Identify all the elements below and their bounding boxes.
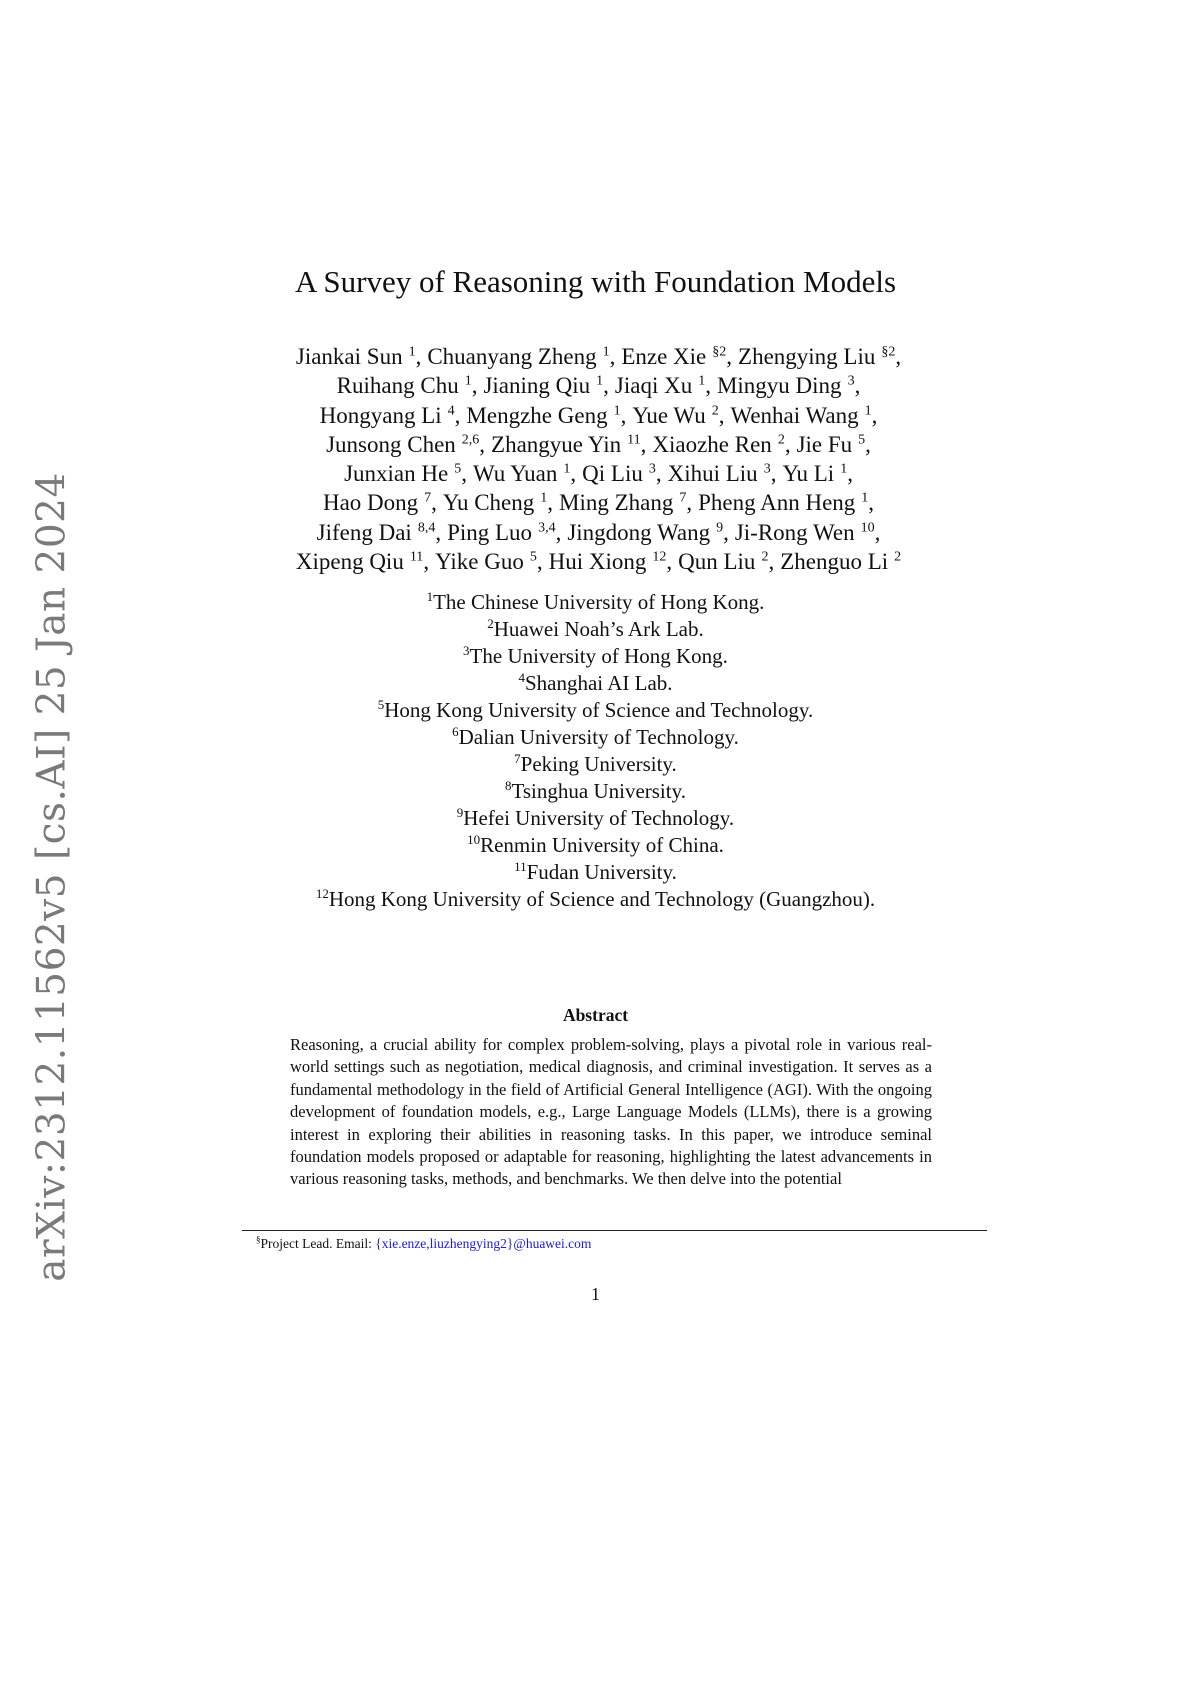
- author-affiliation-marker: 7: [679, 490, 687, 506]
- author-separator: ,: [471, 373, 478, 399]
- affiliation-name: Tsinghua University.: [511, 779, 686, 803]
- author-separator: ,: [423, 549, 430, 575]
- author-separator: ,: [415, 344, 422, 369]
- affiliation-marker: 4: [518, 670, 525, 685]
- author-entry: [791, 432, 871, 457]
- author-name: Jie Fu: [796, 431, 853, 457]
- author-affiliation-marker: 1: [613, 402, 621, 418]
- author-name: Mingyu Ding: [716, 373, 842, 399]
- author-separator: ,: [620, 402, 627, 428]
- author-name: Ping Luo: [447, 519, 533, 545]
- author-affiliation-marker: 1: [464, 373, 472, 389]
- author-affiliation-marker: §2: [712, 344, 727, 360]
- author-separator: ,: [770, 461, 777, 487]
- footnote-text: Project Lead. Email:: [260, 1236, 376, 1251]
- footnote-marker: §: [256, 1234, 261, 1245]
- author-entry: [467, 461, 576, 486]
- abstract-heading: Abstract: [562, 1005, 629, 1025]
- author-entry: [437, 490, 553, 515]
- author-separator: ,: [603, 373, 609, 399]
- author-separator: ,: [784, 431, 791, 457]
- author-entry: [729, 520, 881, 545]
- affiliation-item: [0, 724, 1191, 751]
- author-entry: [692, 490, 874, 515]
- author-name: Wenhai Wang: [730, 402, 859, 428]
- author-name: Enze Xie: [621, 344, 707, 369]
- affiliation-item: [0, 832, 1191, 859]
- author-name: Zhengying Liu: [738, 344, 876, 369]
- abstract-text: Reasoning, a crucial ability for complex problem-solving, plays a pivotal role in various real-world settings such as negotiation, medical diagnosis, and criminal investigation. It serves as a fundamental methodology in the field of Artificial General Intelligence (AGI). With the ongoing development of foundation models, e.g., Large Language Models (LLMs), there is a growing interest in exploring their abilities in reasoning tasks. In this paper, we introduce seminal foundation models proposed or adaptable for reasoning, highlighting the latest advancements in various reasoning tasks, methods, and benchmarks. We then delve into the potential: [290, 1035, 932, 1189]
- author-separator: ,: [847, 461, 853, 487]
- author-affiliation-marker: 3: [648, 461, 656, 477]
- author-affiliation-marker: 3,4: [538, 520, 556, 536]
- author-entry: [672, 549, 774, 574]
- author-name: Qun Liu: [678, 549, 756, 575]
- author-separator: ,: [479, 431, 486, 457]
- author-entry: [662, 461, 777, 486]
- author-affiliation-marker: 1: [861, 490, 869, 506]
- author-affiliation-marker: 2: [894, 549, 902, 565]
- author-line: [0, 430, 1191, 459]
- author-name: Mengzhe Geng: [466, 402, 608, 428]
- affiliation-marker: 8: [505, 778, 512, 793]
- author-name: Qi Liu: [582, 461, 643, 487]
- author-affiliation-marker: 1: [563, 461, 571, 477]
- author-line: [0, 547, 1191, 576]
- author-affiliation-marker: 5: [454, 461, 462, 477]
- author-entry: [441, 520, 561, 545]
- affiliation-name: Fudan University.: [526, 860, 677, 884]
- author-separator: ,: [865, 431, 871, 457]
- affiliation-name: Hong Kong University of Science and Technology.: [384, 698, 814, 722]
- author-separator: ,: [768, 549, 775, 575]
- author-separator: ,: [431, 490, 437, 516]
- author-entry: [711, 373, 860, 398]
- author-entry: [320, 432, 485, 457]
- footnote: [256, 1236, 591, 1252]
- author-entry: [561, 520, 729, 545]
- author-name: Jiaqi Xu: [614, 373, 693, 399]
- affiliation-item: [0, 643, 1191, 670]
- author-name: Xiaozhe Ren: [652, 431, 772, 457]
- author-name: Jiankai Sun: [295, 344, 403, 369]
- affiliation-item: [0, 886, 1191, 913]
- author-name: Wu Yuan: [472, 461, 558, 487]
- author-separator: ,: [874, 519, 881, 545]
- author-name: Ji-Rong Wen: [734, 519, 855, 545]
- author-affiliation-marker: 3: [847, 373, 855, 389]
- author-name: Pheng Ann Heng: [698, 490, 856, 516]
- author-affiliation-marker: 1: [408, 344, 416, 360]
- affiliation-marker: 1: [426, 589, 434, 604]
- author-separator: ,: [666, 549, 673, 575]
- author-name: Yue Wu: [632, 402, 706, 428]
- footnote-divider: [242, 1230, 987, 1231]
- author-affiliation-marker: 2: [777, 432, 785, 448]
- affiliation-item: [0, 616, 1191, 643]
- author-line: [0, 488, 1191, 517]
- author-separator: ,: [686, 490, 693, 516]
- affiliation-marker: 6: [452, 724, 459, 739]
- author-line: [0, 401, 1191, 430]
- affiliation-name: The University of Hong Kong.: [469, 644, 728, 668]
- author-affiliation-marker: 8,4: [417, 520, 436, 536]
- affiliation-marker: 11: [514, 859, 527, 874]
- author-line: [0, 371, 1191, 400]
- author-separator: ,: [454, 402, 461, 428]
- author-name: Junsong Chen: [326, 431, 456, 457]
- author-entry: [609, 373, 711, 398]
- author-separator: ,: [435, 519, 442, 545]
- author-name: Xipeng Qiu: [295, 549, 404, 575]
- author-entry: [774, 549, 901, 574]
- author-entry: [543, 549, 673, 574]
- author-entry: [314, 403, 461, 428]
- author-affiliation-marker: 3: [763, 461, 771, 477]
- author-affiliation-marker: 12: [652, 549, 667, 565]
- author-name: Zhangyue Yin: [491, 431, 622, 457]
- affiliation-marker: 9: [456, 805, 464, 820]
- author-separator: ,: [547, 490, 554, 516]
- author-entry: [646, 432, 790, 457]
- author-name: Xihui Liu: [667, 461, 758, 487]
- arxiv-identifier-stamp: arXiv:2312.11562v5 [cs.AI] 25 Jan 2024: [29, 472, 75, 1282]
- author-entry: [576, 461, 661, 486]
- affiliation-name: Huawei Noah’s Ark Lab.: [493, 617, 704, 641]
- affiliation-marker: 5: [377, 697, 385, 712]
- author-separator: ,: [705, 373, 711, 399]
- author-entry: [338, 461, 467, 486]
- author-affiliation-marker: 5: [858, 432, 866, 448]
- author-affiliation-marker: 1: [602, 344, 610, 360]
- author-separator: ,: [555, 519, 562, 545]
- affiliation-name: Renmin University of China.: [480, 833, 724, 857]
- author-name: Yike Guo: [435, 549, 524, 575]
- author-affiliation-marker: 7: [424, 490, 432, 506]
- author-line: [0, 518, 1191, 547]
- author-name: Ming Zhang: [559, 490, 674, 516]
- affiliation-name: Shanghai AI Lab.: [524, 671, 673, 695]
- author-entry: [331, 373, 478, 398]
- author-entry: [477, 373, 608, 398]
- affiliation-marker: 12: [315, 886, 329, 901]
- author-affiliation-marker: 10: [860, 520, 875, 536]
- affiliation-marker: 2: [487, 616, 494, 631]
- author-affiliation-marker: 1: [698, 373, 706, 389]
- author-affiliation-marker: 1: [596, 373, 604, 389]
- author-separator: ,: [536, 549, 543, 575]
- author-separator: ,: [655, 461, 662, 487]
- author-entry: [732, 344, 901, 369]
- author-affiliation-marker: 1: [840, 461, 848, 477]
- author-name: Ruihang Chu: [336, 373, 459, 399]
- author-name: Jianing Qiu: [483, 373, 591, 399]
- author-name: Jifeng Dai: [316, 519, 412, 545]
- author-affiliation-marker: 1: [540, 490, 548, 506]
- author-affiliation-marker: 2: [761, 549, 769, 565]
- author-separator: ,: [640, 431, 647, 457]
- paper-title: A Survey of Reasoning with Foundation Models: [294, 264, 897, 299]
- author-separator: ,: [461, 461, 467, 487]
- author-separator: ,: [868, 490, 875, 516]
- affiliation-item: [0, 697, 1191, 724]
- author-name: Zhenguo Li: [780, 549, 889, 575]
- email-link[interactable]: {xie.enze,liuzhengying2}@huawei.com: [375, 1236, 592, 1251]
- author-separator: ,: [723, 519, 729, 545]
- author-name: Junxian He: [344, 461, 449, 487]
- author-entry: [311, 520, 441, 545]
- affiliation-marker: 10: [467, 832, 481, 847]
- author-name: Hao Dong: [322, 490, 419, 516]
- author-entry: [615, 344, 732, 369]
- author-name: Yu Cheng: [442, 490, 535, 516]
- affiliation-marker: 3: [463, 643, 470, 658]
- affiliation-marker: 7: [514, 751, 521, 766]
- author-affiliation-marker: 4: [447, 402, 455, 418]
- affiliation-item: [0, 778, 1191, 805]
- page-number: 1: [591, 1284, 600, 1304]
- author-entry: [485, 432, 646, 457]
- author-entry: [421, 344, 615, 369]
- author-name: Jingdong Wang: [567, 519, 711, 545]
- author-separator: ,: [570, 461, 577, 487]
- author-name: Chuanyang Zheng: [427, 344, 597, 369]
- author-line: [0, 342, 1191, 371]
- author-entry: [317, 490, 437, 515]
- affiliation-name: The Chinese University of Hong Kong.: [433, 590, 765, 614]
- author-entry: [290, 344, 421, 369]
- author-affiliation-marker: 5: [529, 549, 537, 565]
- affiliation-item: [0, 805, 1191, 832]
- author-entry: [290, 549, 429, 574]
- author-separator: ,: [726, 344, 733, 369]
- author-entry: [626, 403, 724, 428]
- author-entry: [776, 461, 853, 486]
- author-separator: ,: [854, 373, 861, 399]
- author-list: [0, 342, 1191, 576]
- author-entry: [553, 490, 692, 515]
- author-separator: ,: [895, 344, 902, 369]
- affiliation-name: Hefei University of Technology.: [463, 806, 735, 830]
- author-affiliation-marker: 2: [711, 402, 719, 418]
- affiliation-item: [0, 589, 1191, 616]
- author-line: [0, 459, 1191, 488]
- author-name: Yu Li: [782, 461, 835, 487]
- author-affiliation-marker: 2,6: [461, 432, 480, 448]
- author-entry: [429, 549, 543, 574]
- affiliation-list: [0, 589, 1191, 913]
- author-entry: [724, 403, 877, 428]
- affiliation-name: Hong Kong University of Science and Technology (Guangzhou).: [328, 887, 876, 911]
- author-separator: ,: [718, 402, 725, 428]
- author-affiliation-marker: 1: [864, 402, 872, 418]
- affiliation-item: [0, 670, 1191, 697]
- author-name: Hongyang Li: [319, 402, 442, 428]
- author-entry: [460, 403, 626, 428]
- affiliation-item: [0, 751, 1191, 778]
- affiliation-item: [0, 859, 1191, 886]
- author-affiliation-marker: 9: [716, 520, 724, 536]
- author-separator: ,: [609, 344, 616, 369]
- author-affiliation-marker: §2: [881, 344, 896, 360]
- author-name: Hui Xiong: [548, 549, 647, 575]
- affiliation-name: Peking University.: [520, 752, 677, 776]
- affiliation-name: Dalian University of Technology.: [458, 725, 739, 749]
- author-affiliation-marker: 11: [627, 432, 641, 448]
- author-affiliation-marker: 11: [409, 549, 424, 565]
- author-separator: ,: [871, 402, 878, 428]
